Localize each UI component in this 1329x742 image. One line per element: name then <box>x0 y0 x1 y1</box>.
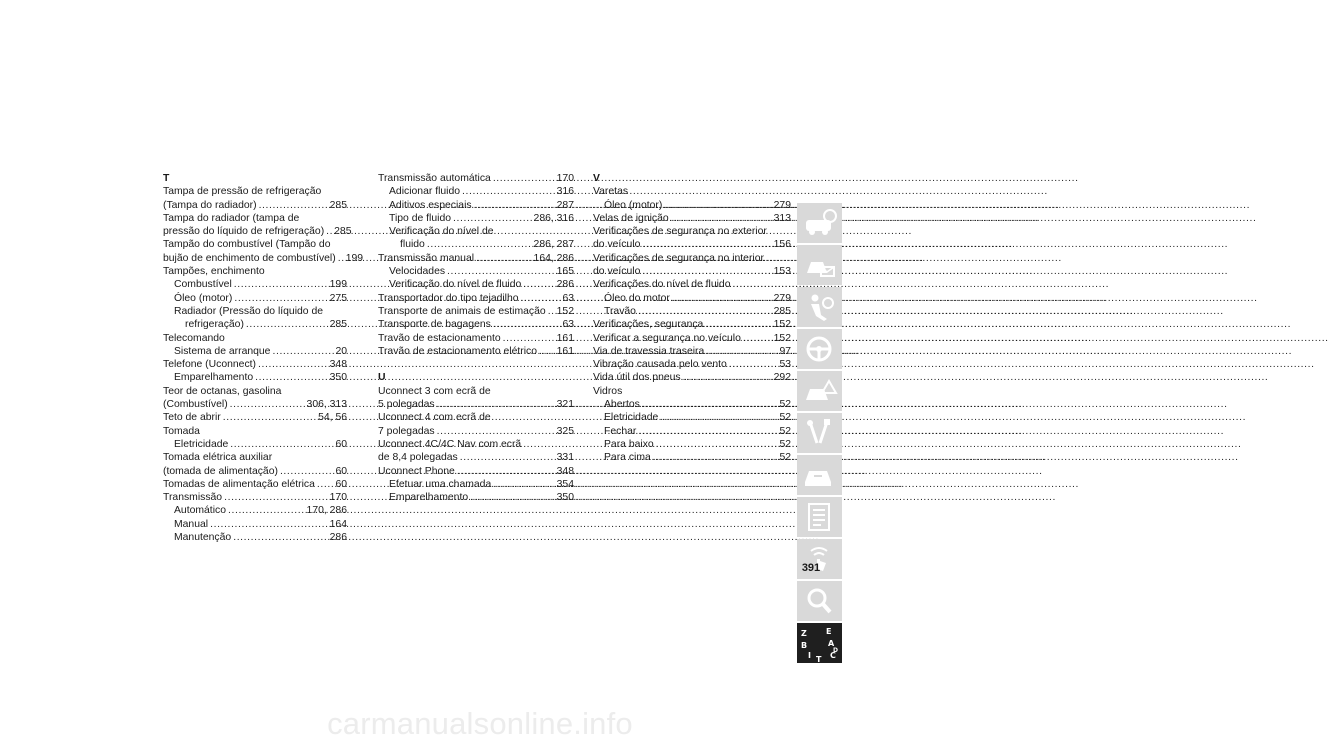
entry-page[interactable]: 20 <box>335 345 347 357</box>
entry-page[interactable]: 60 <box>335 478 347 490</box>
entry-term: Tampão do combustível (Tampão do <box>163 239 331 251</box>
section-letter: T <box>163 173 170 184</box>
entry-page[interactable]: 165 <box>556 266 574 278</box>
index-entry <box>163 199 347 212</box>
entry-term: Transmissão automática <box>378 173 491 184</box>
chapter-tabs <box>797 203 842 665</box>
entry-page[interactable]: 164, 286 <box>533 252 574 264</box>
index-entry <box>378 212 574 225</box>
dot-leader <box>338 252 344 265</box>
index-entry <box>593 411 791 424</box>
dot-leader <box>548 305 555 318</box>
index-entry <box>593 199 791 212</box>
dot-leader <box>474 199 555 212</box>
entry-page[interactable]: 348 <box>556 465 574 477</box>
entry-term: Sistema de arranque <box>174 345 271 357</box>
index-entry <box>163 265 347 278</box>
dot-leader <box>437 425 555 438</box>
entry-term: Vida útil dos pneus <box>593 372 681 384</box>
entry-page[interactable]: 170 <box>329 492 347 504</box>
dot-leader <box>280 465 334 478</box>
index-entry <box>163 238 347 251</box>
entry-term: Travão de estacionamento elétrico <box>378 345 538 357</box>
entry-term: Tomada <box>163 425 200 437</box>
index-entry <box>163 504 347 517</box>
tab-car-service[interactable] <box>797 455 842 495</box>
entry-page[interactable]: 63 <box>562 292 574 304</box>
index-entry <box>378 305 574 318</box>
tab-steering-wheel[interactable] <box>797 329 842 369</box>
index-entry <box>163 345 347 358</box>
entry-term: Adicionar fluido <box>389 186 461 198</box>
index-entry <box>378 398 574 411</box>
index-letter: Z <box>801 629 807 638</box>
entry-term: refrigeração) <box>185 319 244 331</box>
dot-leader <box>224 491 328 504</box>
entry-page[interactable]: 153 <box>773 266 791 278</box>
entry-term: Emparelhamento <box>174 372 254 384</box>
index-entry <box>593 278 791 291</box>
index-letter: T <box>816 655 822 664</box>
index-entry <box>378 345 574 358</box>
entry-term: Verificações de segurança no exterior <box>593 226 767 238</box>
entry-term: Fechar <box>604 425 637 437</box>
dot-leader <box>462 185 555 198</box>
index-entry <box>163 451 347 464</box>
tab-specifications[interactable] <box>797 497 842 537</box>
entry-term: Óleo do motor <box>604 292 670 304</box>
entry-term: Transmissão <box>163 492 223 504</box>
index-entry <box>378 278 574 291</box>
entry-term: Verificações do nível de fluido <box>593 279 731 291</box>
dot-leader <box>272 345 333 358</box>
dot-leader <box>638 425 777 438</box>
index-entry <box>163 371 347 384</box>
index-column-2 <box>378 172 574 504</box>
index-entry <box>378 438 574 451</box>
index-entry <box>593 332 791 345</box>
index-entry <box>163 425 347 438</box>
tab-car-gauge[interactable] <box>797 203 842 243</box>
entry-page[interactable]: 279 <box>773 292 791 304</box>
magnifier-icon <box>797 581 842 621</box>
entry-page[interactable]: 170, 286 <box>306 505 347 517</box>
entry-term: Verificar a segurança no veículo <box>593 332 741 344</box>
index-entry <box>593 425 791 438</box>
entry-term: (tomada de alimentação) <box>163 465 278 477</box>
dot-leader <box>706 345 777 358</box>
car-warning-icon <box>797 245 842 285</box>
index-entry <box>163 252 364 265</box>
section-letter: U <box>378 372 386 384</box>
dot-leader <box>255 371 328 384</box>
index-letter: E <box>826 627 832 636</box>
entry-page[interactable]: 164 <box>329 518 347 530</box>
entry-term: Tampa de pressão de refrigeração <box>163 186 322 198</box>
entry-page[interactable]: 279 <box>773 199 791 211</box>
index-entry <box>378 172 574 185</box>
dot-leader <box>460 451 555 464</box>
entry-page[interactable]: 350 <box>329 372 347 384</box>
entry-page[interactable]: 287 <box>556 199 574 211</box>
entry-term: Eletricidade <box>174 438 229 450</box>
entry-term: Verificação do nível de fluido <box>389 279 522 291</box>
entry-page[interactable]: 156 <box>773 239 791 251</box>
entry-term: Radiador (Pressão do líquido de <box>174 305 324 317</box>
entry-page[interactable]: 313 <box>773 212 791 224</box>
index-entry <box>378 385 574 398</box>
index-entry <box>163 411 347 424</box>
index-entry <box>593 358 791 371</box>
dot-leader <box>493 478 554 491</box>
index-entry <box>378 332 574 345</box>
dot-leader <box>539 345 555 358</box>
entry-term: Velocidades <box>389 266 446 278</box>
entry-term: Para cima <box>604 452 651 464</box>
entry-page[interactable]: 285 <box>329 199 347 211</box>
dot-leader <box>470 491 555 504</box>
entry-term: Abertos <box>604 399 640 411</box>
steering-wheel-icon <box>797 329 842 369</box>
entry-page[interactable]: 285 <box>334 226 352 238</box>
tab-car-hazard[interactable] <box>797 371 842 411</box>
watermark: carmanualsonline.info <box>327 706 633 741</box>
entry-term: Via de travessia traseira <box>593 345 705 357</box>
index-entry <box>593 212 791 225</box>
entry-page[interactable]: 321 <box>556 399 574 411</box>
specifications-list-icon <box>797 497 842 537</box>
dot-leader <box>523 278 554 291</box>
entry-page[interactable]: 292 <box>773 372 791 384</box>
dot-leader <box>223 411 316 424</box>
index-entry <box>593 265 791 278</box>
index-entry <box>163 438 347 451</box>
index-entry <box>163 491 347 504</box>
index-entry <box>593 385 791 398</box>
entry-term: Óleo (motor) <box>604 199 663 211</box>
tools-icon <box>797 413 842 453</box>
dot-leader <box>705 318 771 331</box>
index-entry <box>378 252 574 265</box>
entry-term: Uconnect 4C/4C Nav com ecrã <box>378 438 522 450</box>
entry-page[interactable]: 152 <box>773 332 791 344</box>
entry-term: Para baixo <box>604 438 654 450</box>
entry-term: Transmissão manual <box>378 252 475 264</box>
entry-page[interactable]: 316 <box>556 186 574 198</box>
entry-term: Verificação do nível de <box>389 226 494 238</box>
entry-page[interactable]: 60 <box>335 438 347 450</box>
index-entry <box>163 225 352 238</box>
entry-page[interactable]: 331 <box>556 452 574 464</box>
car-gauge-icon <box>797 203 842 243</box>
tab-car-warning[interactable] <box>797 245 842 285</box>
index-letter: B <box>801 641 808 650</box>
entry-term: Vibração causada pelo vento <box>593 359 727 371</box>
entry-page[interactable]: 275 <box>329 292 347 304</box>
dot-leader <box>457 465 555 478</box>
entry-term: do veículo <box>593 239 641 251</box>
tab-tools[interactable] <box>797 413 842 453</box>
dot-leader <box>230 398 305 411</box>
entry-term: Teor de octanas, gasolina <box>163 385 282 397</box>
dot-leader <box>246 318 328 331</box>
index-column-1 <box>163 172 364 544</box>
dot-leader <box>642 265 771 278</box>
entry-term: Varetas <box>593 186 629 198</box>
index-entry <box>378 465 574 478</box>
entry-page[interactable]: 152 <box>773 319 791 331</box>
dot-leader <box>427 238 532 251</box>
index-letter: I <box>808 651 811 660</box>
entry-term: 7 polegadas <box>378 425 435 437</box>
entry-page[interactable]: 60 <box>335 465 347 477</box>
dot-leader <box>503 332 555 345</box>
dot-leader <box>233 531 327 544</box>
entry-term: Combustível <box>174 279 232 291</box>
entry-page[interactable]: 161 <box>556 332 574 344</box>
entry-page[interactable]: 161 <box>556 345 574 357</box>
index-entry <box>593 225 791 238</box>
entry-term: Automático <box>174 505 226 517</box>
entry-term: Emparelhamento <box>389 492 469 504</box>
entry-term: Manual <box>174 518 209 530</box>
entry-term: pressão do líquido de refrigeração) <box>163 226 325 238</box>
dot-leader <box>683 371 772 384</box>
entry-page[interactable]: 348 <box>329 359 347 371</box>
index-column-3 <box>593 172 791 465</box>
index-entry <box>163 185 347 198</box>
dot-leader <box>642 238 771 251</box>
dot-leader <box>671 212 772 225</box>
index-entry <box>593 371 791 384</box>
entry-term: Tampões, enchimento <box>163 266 265 278</box>
index-entry <box>163 518 347 531</box>
entry-page[interactable]: 285 <box>329 319 347 331</box>
entry-term: Travão de estacionamento <box>378 332 501 344</box>
dot-leader <box>437 398 555 411</box>
index-entry <box>593 185 791 198</box>
car-hazard-icon <box>797 371 842 411</box>
entry-page[interactable]: 63 <box>562 319 574 331</box>
dot-leader <box>258 358 328 371</box>
dot-leader <box>493 172 555 185</box>
dot-leader <box>326 225 332 238</box>
entry-page[interactable]: 325 <box>556 425 574 437</box>
entry-page[interactable]: 52 <box>779 425 791 437</box>
entry-page[interactable]: 52 <box>779 438 791 450</box>
entry-term: Telefone (Uconnect) <box>163 359 256 371</box>
dot-leader <box>743 332 772 345</box>
entry-page[interactable]: 97 <box>779 345 791 357</box>
dot-leader <box>476 252 531 265</box>
page-number: 391 <box>801 562 821 574</box>
entry-term: Verificações, segurança <box>593 319 704 331</box>
index-entry <box>378 225 574 238</box>
dot-leader <box>729 358 778 371</box>
entry-page[interactable]: 52 <box>779 399 791 411</box>
entry-term: (Tampa do radiador) <box>163 199 257 211</box>
entry-term: Uconnect 3 com ecrã de <box>378 385 491 397</box>
dot-leader <box>453 212 532 225</box>
dot-leader <box>664 199 771 212</box>
entry-page[interactable]: 354 <box>556 478 574 490</box>
entry-term: de 8,4 polegadas <box>378 452 458 464</box>
entry-page[interactable]: 286, 316 <box>533 212 574 224</box>
entry-term: Transporte de animais de estimação <box>378 305 546 317</box>
index-entry <box>163 531 347 544</box>
index-entry <box>593 252 791 265</box>
dot-leader <box>228 504 305 517</box>
entry-term: Eletricidade <box>604 412 659 424</box>
index-entry <box>163 398 347 411</box>
dot-leader <box>234 292 327 305</box>
spacer <box>378 358 574 371</box>
index-entry <box>163 358 347 371</box>
seat-airbag-icon <box>797 287 842 327</box>
entry-page[interactable]: 286, 287 <box>533 239 574 251</box>
entry-term: Tampa do radiador (tampa de <box>163 212 300 224</box>
index-entry <box>378 238 574 251</box>
index-entry <box>593 398 791 411</box>
car-service-icon <box>797 455 842 495</box>
entry-term: Verificações de segurança no interior <box>593 252 764 264</box>
index-entry <box>378 425 574 438</box>
entry-page[interactable]: 53 <box>779 359 791 371</box>
entry-term: bujão de enchimento de combustível) <box>163 252 336 264</box>
entry-term: Tipo de fluido <box>389 212 451 224</box>
dot-leader <box>230 438 333 451</box>
dot-leader <box>210 518 328 531</box>
dot-leader <box>653 451 778 464</box>
index-entry <box>163 278 347 291</box>
index-letter: C <box>830 651 836 660</box>
dot-leader <box>447 265 555 278</box>
entry-page[interactable]: 286 <box>329 532 347 544</box>
entry-term: do veículo <box>593 266 641 278</box>
index-entry <box>163 305 347 318</box>
entry-term: Vidros <box>593 385 623 397</box>
index-entry <box>163 385 347 398</box>
dot-leader <box>642 398 778 411</box>
tab-index[interactable] <box>797 623 842 663</box>
index-entry <box>378 411 574 424</box>
entry-page[interactable]: 350 <box>556 492 574 504</box>
index-entry <box>163 292 347 305</box>
entry-page[interactable]: 52 <box>779 452 791 464</box>
index-entry <box>378 199 574 212</box>
entry-page[interactable]: 170 <box>556 173 574 184</box>
entry-term: Travão <box>604 305 636 317</box>
index-entry <box>163 318 347 331</box>
dot-leader <box>259 199 328 212</box>
dot-leader <box>317 478 334 491</box>
index-entry <box>378 185 574 198</box>
index-entry <box>593 318 791 331</box>
entry-term: Telecomando <box>163 332 225 344</box>
index-entry <box>593 238 791 251</box>
index-entry <box>593 451 791 464</box>
entry-term: 5 polegadas <box>378 399 435 411</box>
entry-term: Teto de abrir <box>163 412 221 424</box>
entry-term: (Combustível) <box>163 399 228 411</box>
index-entry <box>378 451 574 464</box>
entry-term: fluido <box>400 239 425 251</box>
entry-page[interactable]: 52 <box>779 412 791 424</box>
entry-page[interactable]: 285 <box>773 305 791 317</box>
index-entry <box>378 478 574 491</box>
entry-page[interactable]: 306, 313 <box>306 399 347 411</box>
dot-leader <box>521 292 561 305</box>
index-letter: A <box>828 639 835 648</box>
section-letter: V <box>593 173 600 184</box>
dot-leader <box>234 278 328 291</box>
index-entry <box>593 438 791 451</box>
entry-term: Tomada elétrica auxiliar <box>163 452 273 464</box>
dot-leader <box>493 318 561 331</box>
index-entry <box>163 212 347 225</box>
entry-term: Uconnect 4 com ecrã de <box>378 412 491 424</box>
index-entry <box>163 478 347 491</box>
entry-term: Transporte de bagagens <box>378 319 491 331</box>
tab-search[interactable] <box>797 581 842 621</box>
entry-term: Efetuar uma chamada <box>389 478 492 490</box>
index-entry <box>593 292 791 305</box>
dot-leader <box>656 438 778 451</box>
dot-leader <box>638 305 772 318</box>
index-entry <box>378 491 574 504</box>
index-entry <box>163 332 347 345</box>
entry-term: Aditivos especiais <box>389 199 472 211</box>
entry-page[interactable]: 54, 56 <box>318 412 347 424</box>
entry-term: Uconnect Phone <box>378 465 455 477</box>
index-entry <box>593 345 791 358</box>
entry-term: Óleo (motor) <box>174 292 233 304</box>
dot-leader <box>660 411 777 424</box>
entry-term: Manutenção <box>174 532 232 544</box>
entry-term: Transportador do tipo tejadilho <box>378 292 519 304</box>
index-letter: D <box>833 647 838 654</box>
dot-leader <box>672 292 772 305</box>
tab-seat-airbag[interactable] <box>797 287 842 327</box>
index-entry <box>378 265 574 278</box>
entry-page[interactable]: 199 <box>329 279 347 291</box>
entry-term: Velas de ignição <box>593 212 669 224</box>
entry-term: Tomadas de alimentação elétrica <box>163 478 315 490</box>
index-entry <box>593 305 791 318</box>
entry-page[interactable]: 152 <box>556 305 574 317</box>
index-entry <box>378 292 574 305</box>
entry-page[interactable]: 199 <box>345 252 364 264</box>
index-entry <box>163 465 347 478</box>
index-entry <box>378 318 574 331</box>
entry-page[interactable]: 286 <box>556 279 574 291</box>
